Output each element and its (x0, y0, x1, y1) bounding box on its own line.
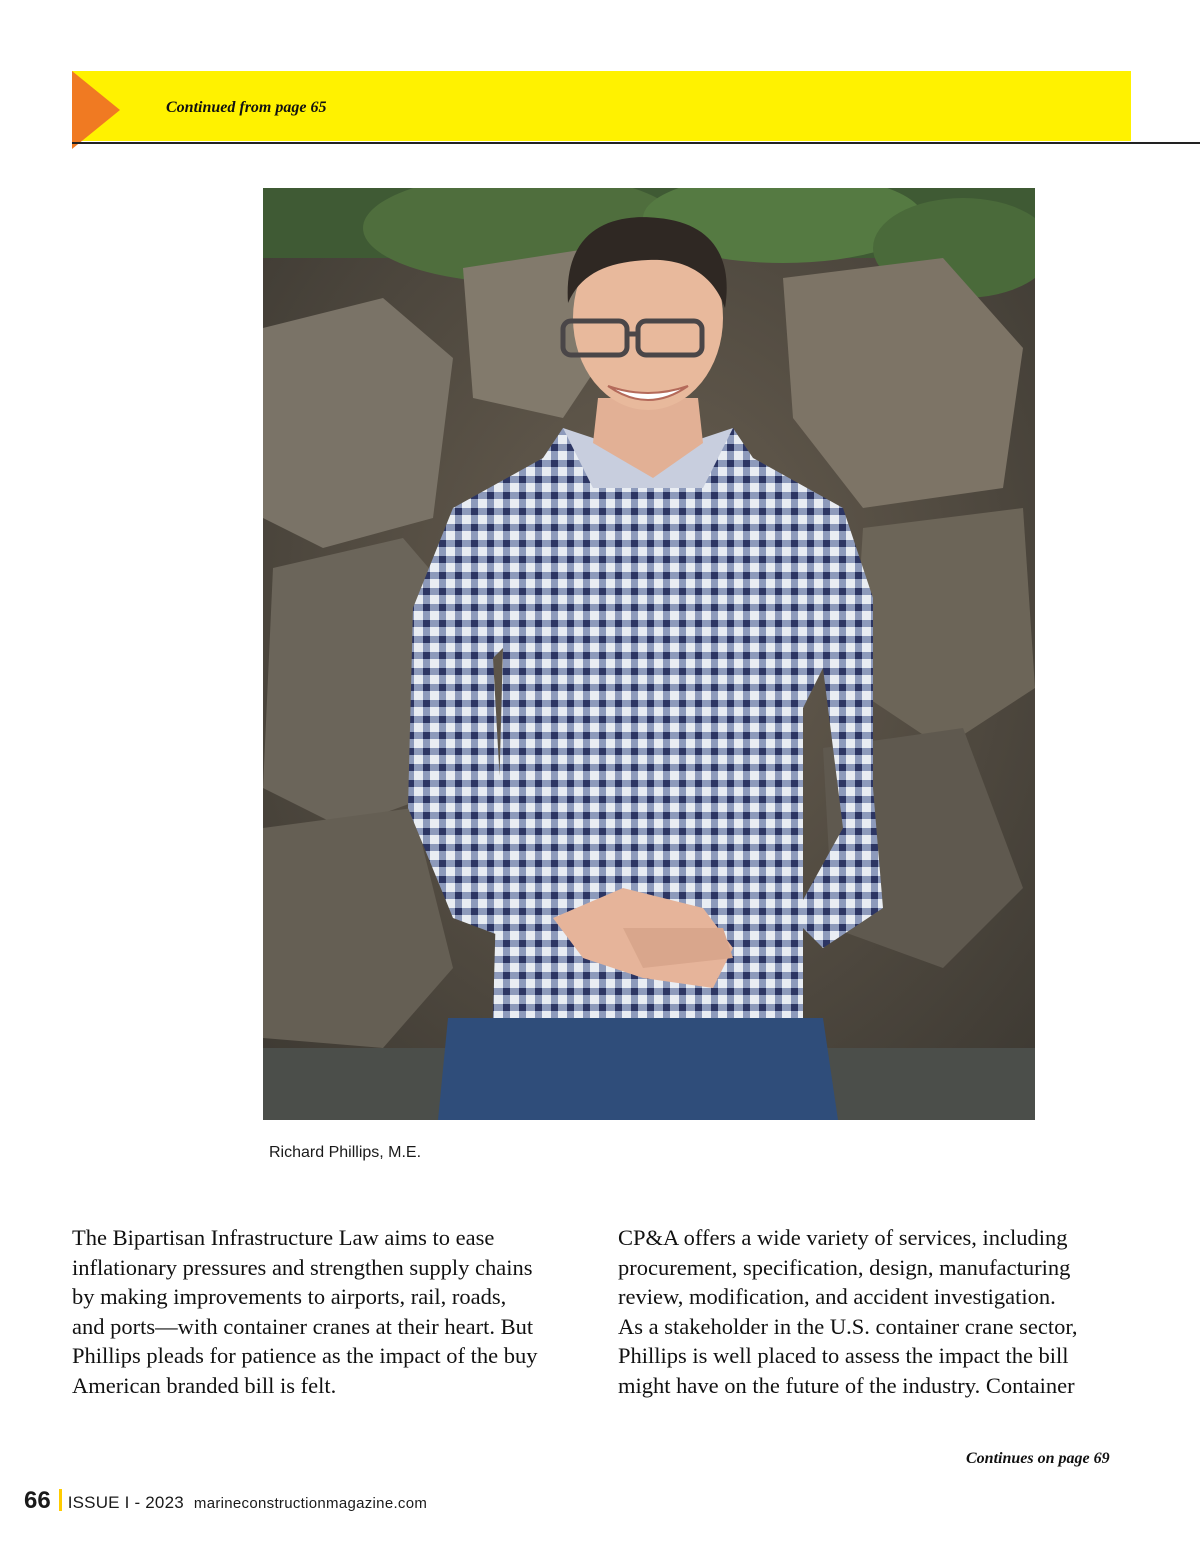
photo-caption: Richard Phillips, M.E. (269, 1144, 422, 1161)
header-rule (72, 142, 1200, 144)
text-line: review, modification, and accident investigation. (618, 1284, 1056, 1310)
text-line: American branded bill is felt. (72, 1372, 337, 1398)
text-line: CP&A offers a wide variety of services, including (618, 1225, 1068, 1250)
text-line: The Bipartisan Infrastructure Law aims to ease (72, 1225, 495, 1250)
website-label: marineconstructionmagazine.com (193, 1495, 428, 1512)
footer-divider (59, 1489, 62, 1511)
text-line: As a stakeholder in the U.S. container crane sector, (618, 1313, 1078, 1339)
text-line: by making improvements to airports, rail, roads, (72, 1284, 507, 1310)
continued-from-label: Continued from page 65 (166, 99, 327, 116)
page-number: 66 (24, 1487, 51, 1514)
text-line: Phillips is well placed to assess the impact the bill (618, 1343, 1069, 1369)
text-line: might have on the future of the industry. Container (618, 1372, 1075, 1398)
text-line: procurement, specification, design, manufacturing (618, 1254, 1071, 1280)
issue-label: ISSUE I - 2023 (67, 1493, 184, 1512)
text-line: Phillips pleads for patience as the impact of the buy (72, 1343, 538, 1369)
article-column-left (72, 1223, 572, 1401)
text-line: inflationary pressures and strengthen supply chains (72, 1254, 533, 1280)
text-line: and ports—with container cranes at their heart. But (72, 1313, 534, 1339)
arrow-icon (72, 71, 120, 149)
continues-on-label: Continues on page 69 (966, 1450, 1110, 1467)
page-footer (24, 1486, 427, 1516)
article-column-right (618, 1223, 1118, 1401)
portrait-photo (263, 188, 1035, 1120)
